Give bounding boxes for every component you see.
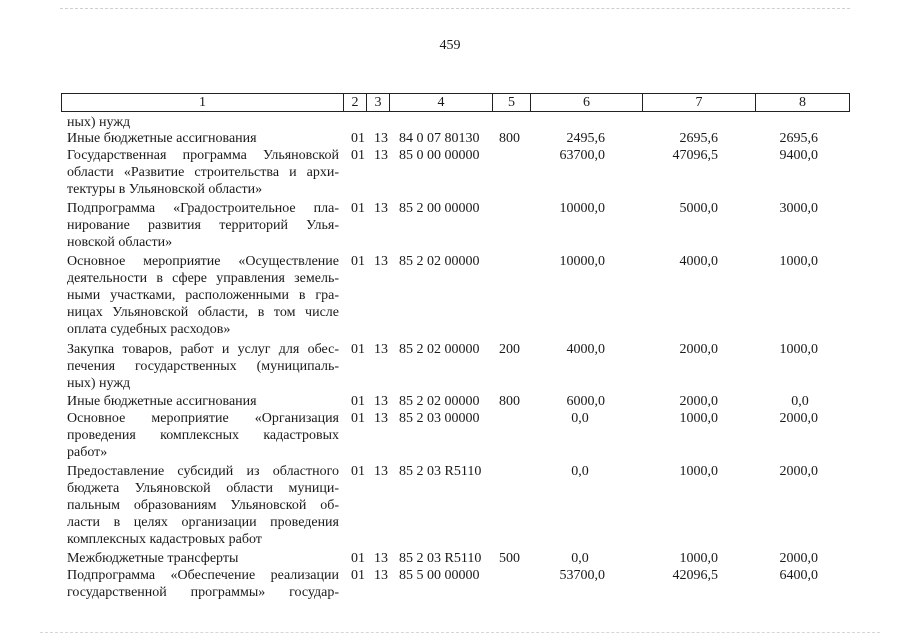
header-col-1: 1 (62, 94, 344, 112)
cell-amount-7: 2000,0 (679, 342, 718, 357)
cell-target-code: 84 0 07 80130 (399, 131, 480, 146)
table-row-description: Иные бюджетные ассигнования (67, 394, 257, 409)
table-row-description: ласти в целях организации проведения (67, 515, 339, 530)
cell-target-code: 85 2 03 R5110 (399, 464, 482, 479)
cell-amount-8: 1000,0 (779, 254, 818, 269)
cell-subsection: 13 (374, 394, 388, 409)
cell-target-code: 85 2 02 00000 (399, 394, 480, 409)
table-row-description: новской области» (67, 235, 173, 250)
cell-amount-8: 9400,0 (779, 148, 818, 163)
cell-section: 01 (351, 148, 365, 163)
table-row-description: Основное мероприятие «Осуществление (67, 254, 339, 269)
cell-expense-type: 200 (499, 342, 520, 357)
cell-section: 01 (351, 394, 365, 409)
cell-subsection: 13 (374, 568, 388, 583)
header-col-4: 4 (390, 94, 493, 112)
cell-section: 01 (351, 411, 365, 426)
cell-subsection: 13 (374, 411, 388, 426)
cell-subsection: 13 (374, 342, 388, 357)
cell-amount-8: 2000,0 (779, 411, 818, 426)
cell-amount-6: 63700,0 (559, 148, 605, 163)
table-row-description: Основное мероприятие «Организация (67, 411, 339, 426)
cell-expense-type: 500 (499, 551, 520, 566)
table-row-description: Иные бюджетные ассигнования (67, 131, 257, 146)
table-row-description: нирование развития территорий Улья- (67, 218, 339, 233)
cell-target-code: 85 0 00 00000 (399, 148, 480, 163)
header-col-5: 5 (493, 94, 531, 112)
cell-section: 01 (351, 464, 365, 479)
cell-amount-6: 10000,0 (559, 201, 605, 216)
cell-section: 01 (351, 131, 365, 146)
cell-subsection: 13 (374, 201, 388, 216)
table-row-description: ными участками, расположенными в гра- (67, 288, 339, 303)
header-col-8: 8 (756, 94, 850, 112)
table-row-description: Подпрограмма «Градостроительное пла- (67, 201, 339, 216)
cell-subsection: 13 (374, 148, 388, 163)
cell-amount-8: 3000,0 (779, 201, 818, 216)
cell-section: 01 (351, 342, 365, 357)
cell-amount-7: 1000,0 (679, 464, 718, 479)
table-row-description: Предоставление субсидий из областного (67, 464, 339, 479)
scan-edge-bottom (40, 632, 880, 633)
cell-subsection: 13 (374, 464, 388, 479)
cell-amount-8: 2695,6 (779, 131, 818, 146)
cell-amount-6: 53700,0 (559, 568, 605, 583)
cell-amount-7: 1000,0 (679, 411, 718, 426)
header-col-3: 3 (367, 94, 390, 112)
cell-subsection: 13 (374, 131, 388, 146)
cell-amount-7: 2695,6 (679, 131, 718, 146)
cell-subsection: 13 (374, 254, 388, 269)
table-row-description: бюджета Ульяновской области муници- (67, 481, 339, 496)
cell-amount-7: 2000,0 (679, 394, 718, 409)
table-row-description: Закупка товаров, работ и услуг для обес- (67, 342, 339, 357)
cell-amount-6: 6000,0 (566, 394, 605, 409)
cell-amount-8: 6400,0 (779, 568, 818, 583)
cell-amount-6: 0,0 (571, 464, 589, 479)
cell-amount-6: 10000,0 (559, 254, 605, 269)
table-row-description: ницах Ульяновской области, в том числе (67, 305, 339, 320)
cell-target-code: 85 2 02 00000 (399, 342, 480, 357)
table-row-description: государственной программы» государ- (67, 585, 339, 600)
header-col-7: 7 (643, 94, 756, 112)
cell-amount-6: 4000,0 (566, 342, 605, 357)
cell-section: 01 (351, 201, 365, 216)
cell-amount-8: 2000,0 (779, 551, 818, 566)
cell-amount-7: 47096,5 (672, 148, 718, 163)
header-col-6: 6 (531, 94, 643, 112)
table-row-description: Межбюджетные трансферты (67, 551, 239, 566)
table-row-description: деятельности в сфере управления земель- (67, 271, 339, 286)
cell-target-code: 85 2 03 00000 (399, 411, 480, 426)
cell-expense-type: 800 (499, 131, 520, 146)
table-row-description: Государственная программа Ульяновской (67, 148, 339, 163)
table-row-description: комплексных кадастровых работ (67, 532, 262, 547)
table-row-description: работ» (67, 445, 108, 460)
cell-expense-type: 800 (499, 394, 520, 409)
table-row-description: области «Развитие строительства и архи- (67, 165, 339, 180)
cell-amount-7: 42096,5 (672, 568, 718, 583)
cell-target-code: 85 2 02 00000 (399, 254, 480, 269)
cell-amount-7: 1000,0 (679, 551, 718, 566)
cell-amount-8: 2000,0 (779, 464, 818, 479)
cell-amount-6: 0,0 (571, 551, 589, 566)
cell-amount-7: 4000,0 (679, 254, 718, 269)
cell-amount-8: 1000,0 (779, 342, 818, 357)
table-row-description: Подпрограмма «Обеспечение реализации (67, 568, 339, 583)
cell-subsection: 13 (374, 551, 388, 566)
cell-amount-7: 5000,0 (679, 201, 718, 216)
cell-amount-6: 2495,6 (566, 131, 605, 146)
cell-amount-8: 0,0 (791, 394, 809, 409)
table-row-description: ных) нужд (67, 115, 131, 130)
cell-section: 01 (351, 551, 365, 566)
cell-section: 01 (351, 254, 365, 269)
table-row-description: ных) нужд (67, 376, 131, 391)
cell-target-code: 85 5 00 00000 (399, 568, 480, 583)
table-row-description: проведения комплексных кадастровых (67, 428, 339, 443)
page-number: 459 (439, 38, 461, 53)
cell-section: 01 (351, 568, 365, 583)
cell-target-code: 85 2 03 R5110 (399, 551, 482, 566)
table-row-description: тектуры в Ульяновской области» (67, 182, 263, 197)
cell-amount-6: 0,0 (571, 411, 589, 426)
header-col-2: 2 (344, 94, 367, 112)
table-row-description: печения государственных (муниципаль- (67, 359, 339, 374)
cell-target-code: 85 2 00 00000 (399, 201, 480, 216)
table-row-description: оплата судебных расходов» (67, 322, 231, 337)
table-row-description: пальным образованиям Ульяновской об- (67, 498, 339, 513)
